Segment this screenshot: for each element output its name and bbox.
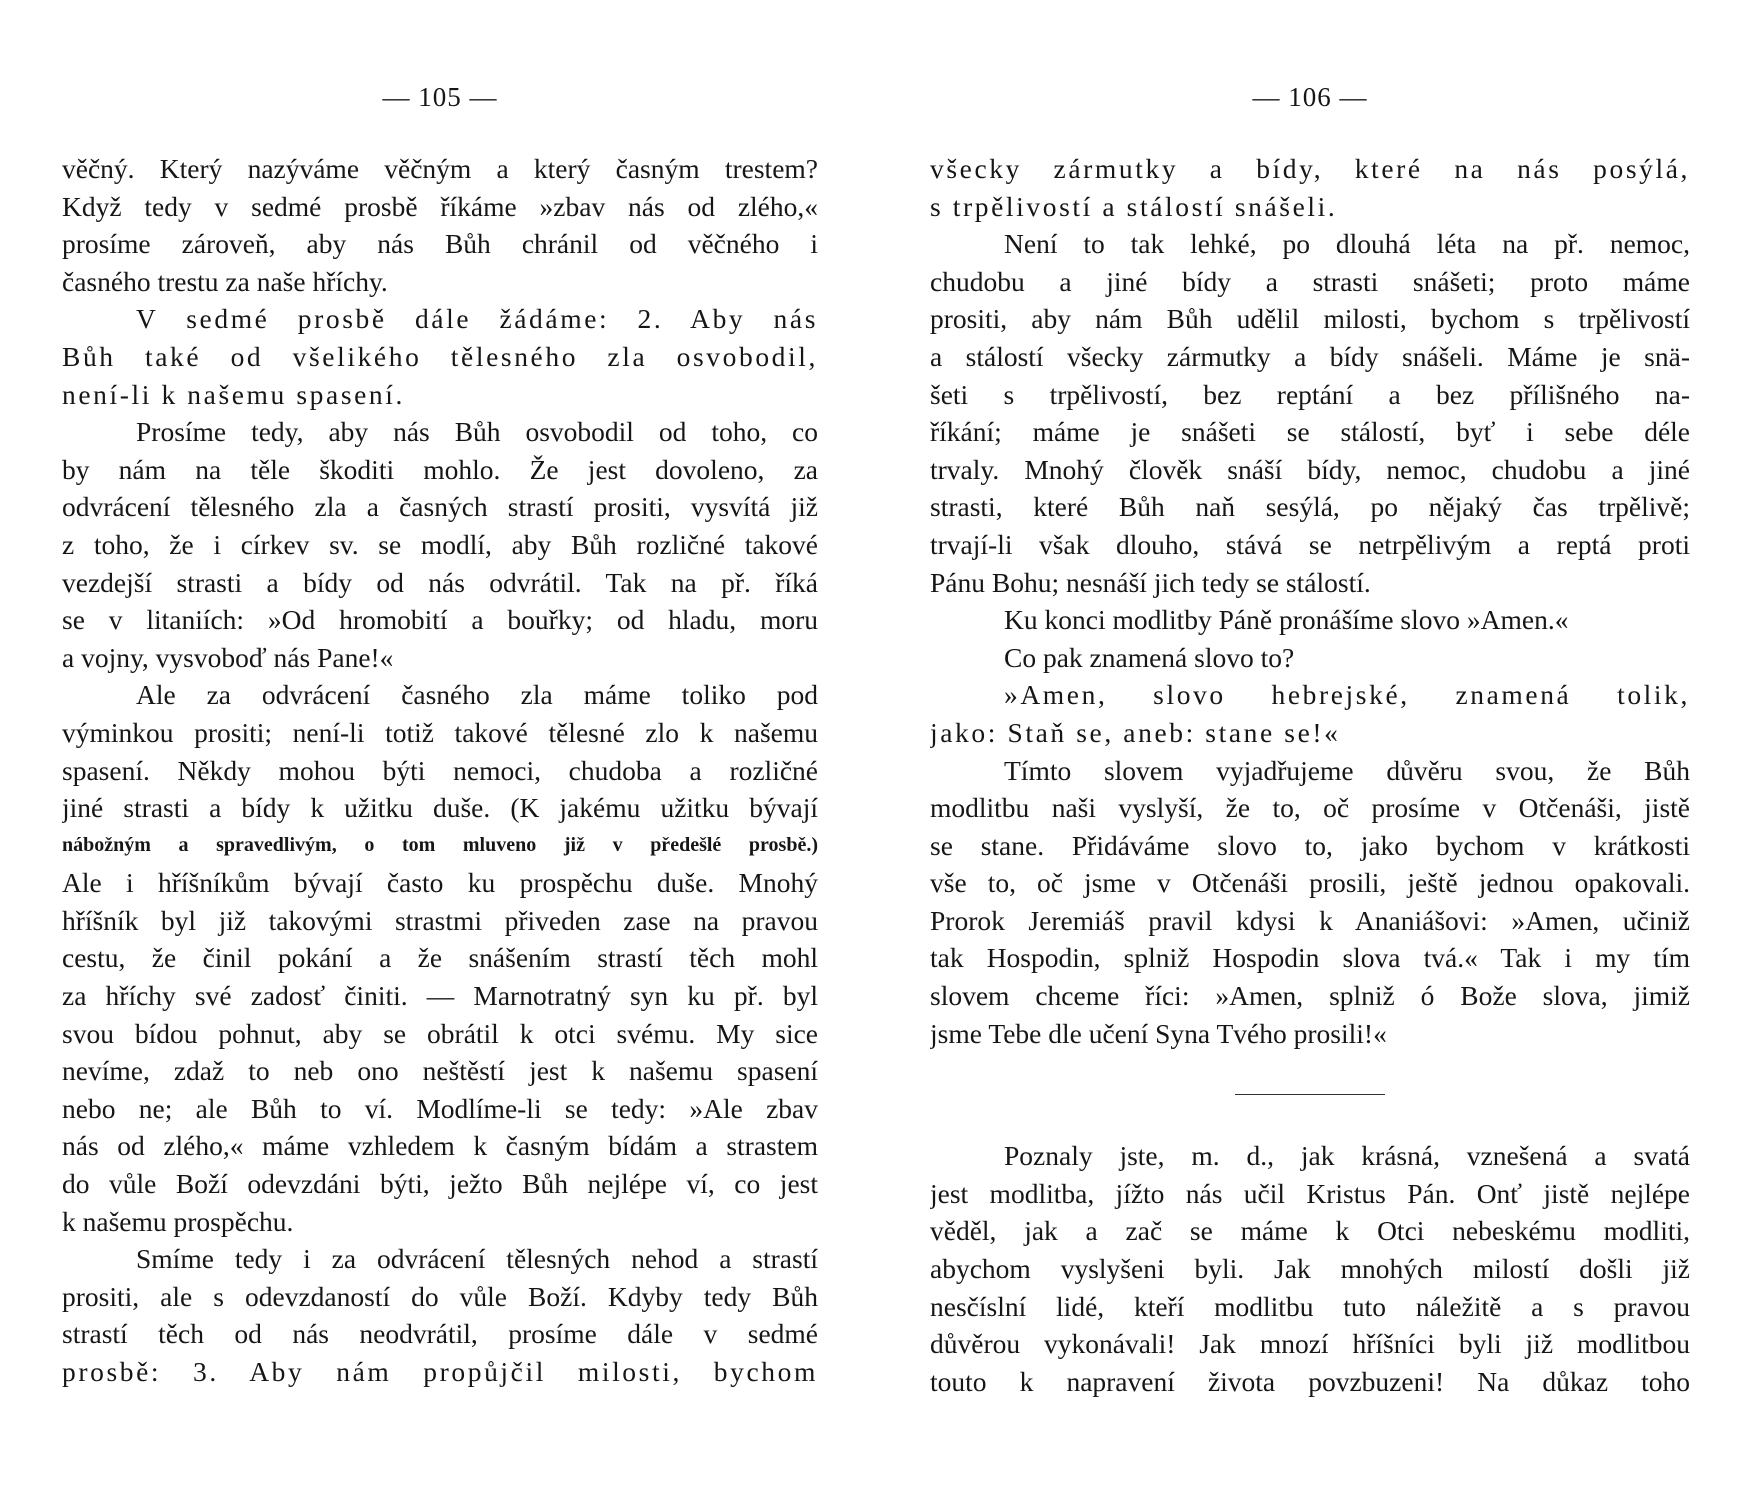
text-line: Bůh také od všelikého tělesného zla osvobodil,	[62, 340, 818, 372]
text-line: svou bídou pohnut, aby se obrátil k otci svému. My sice	[62, 1017, 818, 1049]
page-number-right: — 106 —	[1252, 82, 1368, 112]
text-line: se v litaniích: »Od hromobití a bouřky; od hladu, moru	[62, 604, 818, 636]
text-line: Prorok Jeremiáš pravil kdysi k Ananiášovi: »Amen, učiniž	[930, 904, 1690, 936]
text-line: prosbě: 3. Aby nám propůjčil milosti, bychom	[62, 1356, 818, 1387]
text-line: věděl, jak a zač se máme k Otci nebeskému modliti,	[930, 1215, 1690, 1247]
text-line: modlitbu naši vyslyší, že to, oč prosíme v Otčenáši, jistě	[930, 792, 1690, 824]
text-line: trvaly. Mnohý člověk snáší bídy, nemoc, chudobu a jiné	[930, 453, 1690, 485]
text-line: Tímto slovem vyjadřujeme důvěru svou, že Bůh	[1004, 754, 1690, 786]
text-line: Smíme tedy i za odvrácení tělesných nehod a strastí	[136, 1243, 818, 1275]
text-line: jsme Tebe dle učení Syna Tvého prosili!«	[930, 1017, 1387, 1049]
text-line: Prosíme tedy, aby nás Bůh osvobodil od toho, co	[136, 416, 818, 448]
text-line: jest modlitba, jížto nás učil Kristus Pán. Onť jistě nejlépe	[930, 1177, 1690, 1209]
text-line: cestu, že činil pokání a že snášením strastí těch mohl	[62, 942, 818, 974]
text-line: V sedmé prosbě dále žádáme: 2. Aby nás	[136, 303, 818, 335]
text-line: vše to, oč jsme v Otčenáši prosili, ještě jednou opakovali.	[930, 867, 1690, 899]
text-line: nevíme, zdaž to neb ono neštěstí jest k našemu spasení	[62, 1055, 818, 1087]
text-line: nebo ne; ale Bůh to ví. Modlíme-li se tedy: »Ale zbav	[62, 1092, 818, 1124]
text-line: není-li k našemu spasení.	[62, 378, 405, 410]
text-line: strasti, které Bůh naň sesýlá, po nějaký čas trpělivě;	[930, 491, 1690, 523]
text-line: a stálostí všecky zármutky a bídy snášeli. Máme je snä-	[930, 340, 1690, 372]
text-line: výminkou prositi; není-li totiž takové tělesné zlo k našemu	[62, 716, 818, 748]
text-line: říkání; máme je snášeti se stálostí, byť i sebe déle	[930, 416, 1690, 448]
text-line: nás od zlého,« máme vzhledem k časným bídám a strastem	[62, 1130, 818, 1162]
text-line: nesčíslní lidé, kteří modlitbu tuto náležitě a s pravou	[930, 1290, 1690, 1322]
text-line: šeti s trpělivostí, bez reptání a bez přílišného na-	[930, 378, 1690, 410]
text-line: vezdejší strasti a bídy od nás odvrátil. Tak na př. říká	[62, 566, 818, 598]
text-line: se stane. Přidáváme slovo to, jako bychom v krátkosti	[930, 829, 1690, 861]
text-line: spasení. Někdy mohou býti nemoci, chudoba a rozličné	[62, 754, 818, 786]
text-line: nábožným a spravedlivým, o tom mluveno již v předešlé prosbě.)	[62, 833, 818, 856]
text-line: Když tedy v sedmé prosbě říkáme »zbav nás od zlého,«	[62, 190, 818, 222]
text-line: Ale za odvrácení časného zla máme toliko pod	[136, 679, 818, 711]
text-line: Pánu Bohu; nesnáší jich tedy se stálostí.	[930, 566, 1371, 598]
text-line: Poznaly jste, m. d., jak krásná, vznešená a svatá	[1004, 1140, 1690, 1172]
right-text-bottom	[930, 1137, 1690, 1400]
text-line: odvrácení tělesného zla a časných strastí prositi, vysvítá již	[62, 491, 818, 523]
text-line: Není to tak lehké, po dlouhá léta na př. nemoc,	[1004, 228, 1690, 260]
text-line: jako: Staň se, aneb: stane se!«	[930, 716, 1341, 748]
text-line: jiné strasti a bídy k užitku duše. (K jakému užitku bývají	[62, 792, 818, 824]
text-line: by nám na těle škoditi mohlo. Že jest dovoleno, za	[62, 453, 818, 485]
text-line: do vůle Boží odevzdáni býti, ježto Bůh nejlépe ví, co jest	[62, 1168, 818, 1200]
text-line: Ale i hříšníkům bývají často ku prospěchu duše. Mnohý	[62, 867, 818, 899]
text-line: strastí těch od nás neodvrátil, prosíme dále v sedmé	[62, 1318, 818, 1350]
text-line: časného trestu za naše hříchy.	[62, 265, 388, 297]
text-line: slovem chceme říci: »Amen, splniž ó Bože slova, jimiž	[930, 980, 1690, 1012]
text-line: prositi, ale s odevzdaností do vůle Boží. Kdyby tedy Bůh	[62, 1280, 818, 1312]
left-page	[62, 0, 818, 1500]
text-line: hříšník byl již takovými strastmi přiveden zase na pravou	[62, 904, 818, 936]
text-line: z toho, že i církev sv. se modlí, aby Bůh rozličné takové	[62, 528, 818, 560]
text-line: k našemu prospěchu.	[62, 1205, 294, 1237]
text-line: trvají-li však dlouho, stává se netrpělivým a reptá proti	[930, 528, 1690, 560]
text-line: všecky zármutky a bídy, které na nás posýlá,	[930, 153, 1690, 184]
text-line: věčný. Který nazýváme věčným a který časným trestem?	[62, 153, 818, 184]
page-number-left: — 105 —	[382, 82, 498, 112]
text-line: s trpělivostí a stálostí snášeli.	[930, 190, 1338, 222]
right-page	[930, 0, 1690, 1500]
text-line: a vojny, vysvoboď nás Pane!«	[62, 641, 394, 673]
text-line: tak Hospodin, splniž Hospodin slova tvá.« Tak i my tím	[930, 942, 1690, 974]
section-separator	[1235, 1094, 1385, 1095]
text-line: chudobu a jiné bídy a strasti snášeti; proto máme	[930, 265, 1690, 297]
left-page-text	[62, 150, 818, 1391]
text-line: abychom vyslyšeni byli. Jak mnohých milostí došli již	[930, 1253, 1690, 1285]
text-line: Ku konci modlitby Páně pronášíme slovo »Amen.«	[1004, 604, 1569, 636]
right-page-text	[930, 150, 1690, 1400]
text-line: »Amen, slovo hebrejské, znamená tolik,	[1004, 679, 1690, 711]
text-line: důvěrou vykonávali! Jak mnozí hříšníci byli již modlitbou	[930, 1328, 1690, 1360]
text-line: Co pak znamená slovo to?	[1004, 641, 1295, 673]
text-line: za hříchy své zadosť činiti. — Marnotratný syn ku př. byl	[62, 980, 818, 1012]
text-line: prosíme zároveň, aby nás Bůh chránil od věčného i	[62, 228, 818, 260]
text-line: prositi, aby nám Bůh udělil milosti, bychom s trpělivostí	[930, 303, 1690, 335]
text-line: touto k napravení života povzbuzeni! Na důkaz toho	[930, 1365, 1690, 1397]
right-text-top	[930, 150, 1690, 1052]
